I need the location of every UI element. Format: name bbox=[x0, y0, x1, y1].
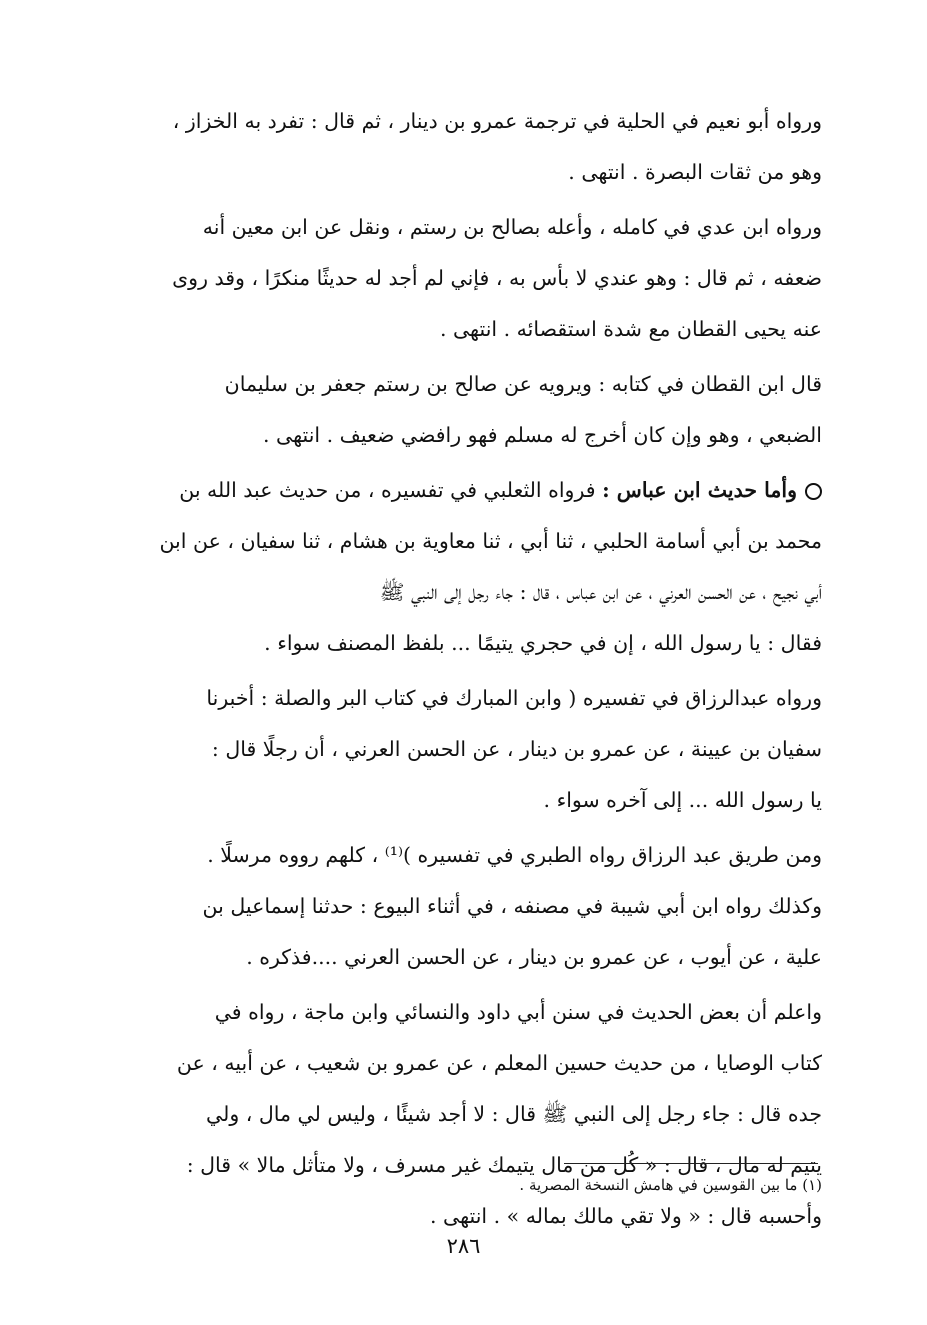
text-line: سفيان بن عيينة ، عن عمرو بن دينار ، عن الحسن العرني ، أن رجلًا قال : bbox=[211, 737, 822, 761]
text-line: يتيم له مال ، قال : « كُل من مال يتيمك غير مسرف ، ولا متأثل مالا » قال : bbox=[186, 1153, 822, 1177]
text-line: جده قال : جاء رجل إلى النبي ﷺ قال : لا أجد شيئًا ، وليس لي مال ، ولي bbox=[205, 1102, 822, 1126]
paragraph-ibn-al-qattan bbox=[92, 359, 822, 461]
section-circle-icon bbox=[805, 483, 822, 500]
text-line: ورواه عبدالرزاق في تفسيره ( وابن المبارك في كتاب البر والصلة : أخبرنا bbox=[206, 686, 822, 710]
text-line: علية ، عن أيوب ، عن عمرو بن دينار ، عن الحسن العرني ....فذكره . bbox=[246, 945, 822, 969]
text-line: يا رسول الله ... إلى آخره سواء . bbox=[543, 788, 822, 812]
text-line: وأحسبه قال : « ولا تقي مالك بماله » . انتهى . bbox=[429, 1204, 822, 1228]
text-segment: فرواه الثعلبي في تفسيره ، من حديث عبد الله بن bbox=[179, 478, 596, 502]
text-line: أبي نجيح ، عن الحسن العرني ، عن ابن عباس ، قال : جاء رجل إلى النبي ﷺ bbox=[379, 580, 822, 604]
footnote-divider bbox=[564, 1163, 818, 1164]
text-line: وكذلك رواه ابن أبي شيبة في مصنفه ، في أثناء البيوع : حدثنا إسماعيل بن bbox=[202, 894, 822, 918]
paragraph-sunan bbox=[92, 987, 822, 1242]
section-lead: وأما حديث ابن عباس : bbox=[602, 478, 797, 502]
paragraph-ibn-abbas bbox=[92, 465, 822, 669]
page-number: ٢٨٦ bbox=[446, 1234, 481, 1258]
text-line: ورواه أبو نعيم في الحلية في ترجمة عمرو بن دينار ، ثم قال : تفرد به الخزاز ، bbox=[172, 109, 822, 133]
text-line: محمد بن أبي أسامة الحلبي ، ثنا أبي ، ثنا معاوية بن هشام ، ثنا سفيان ، عن ابن bbox=[159, 529, 822, 553]
footnote: (١) ما بين القوسين في هامش النسخة المصرية . bbox=[519, 1176, 822, 1194]
text-line: فقال : يا رسول الله ، إن في حجري يتيمًا ... بلفظ المصنف سواء . bbox=[264, 631, 822, 655]
text-line: عنه يحيى القطان مع شدة استقصائه . انتهى . bbox=[439, 317, 822, 341]
paragraph-abu-nuaym bbox=[92, 96, 822, 198]
text-line bbox=[92, 465, 822, 516]
paragraph-ibn-adi bbox=[92, 202, 822, 355]
paragraph-abdurrazzaq bbox=[92, 673, 822, 826]
text-line: وهو من ثقات البصرة . انتهى . bbox=[568, 160, 822, 184]
text-line: ورواه ابن عدي في كامله ، وأعله بصالح بن رستم ، ونقل عن ابن معين أنه bbox=[202, 215, 822, 239]
main-text bbox=[92, 96, 822, 1242]
text-line: الضبعي ، وهو وإن كان أخرج له مسلم فهو رافضي ضعيف . انتهى . bbox=[262, 423, 822, 447]
paragraph-tabari bbox=[92, 830, 822, 983]
text-line: كتاب الوصايا ، من حديث حسين المعلم ، عن عمرو بن شعيب ، عن أبيه ، عن bbox=[176, 1051, 822, 1075]
text-line: ومن طريق عبد الرزاق رواه الطبري في تفسيره )⁽¹⁾ ، كلهم رووه مرسلًا . bbox=[207, 843, 822, 867]
text-line: قال ابن القطان في كتابه : ويرويه عن صالح بن رستم جعفر بن سليمان bbox=[224, 372, 822, 396]
text-line: واعلم أن بعض الحديث في سنن أبي داود والنسائي وابن ماجة ، رواه في bbox=[214, 1000, 822, 1024]
text-line: ضعفه ، ثم قال : وهو عندي لا بأس به ، فإني لم أجد له حديثًا منكرًا ، وقد روى bbox=[172, 266, 822, 290]
